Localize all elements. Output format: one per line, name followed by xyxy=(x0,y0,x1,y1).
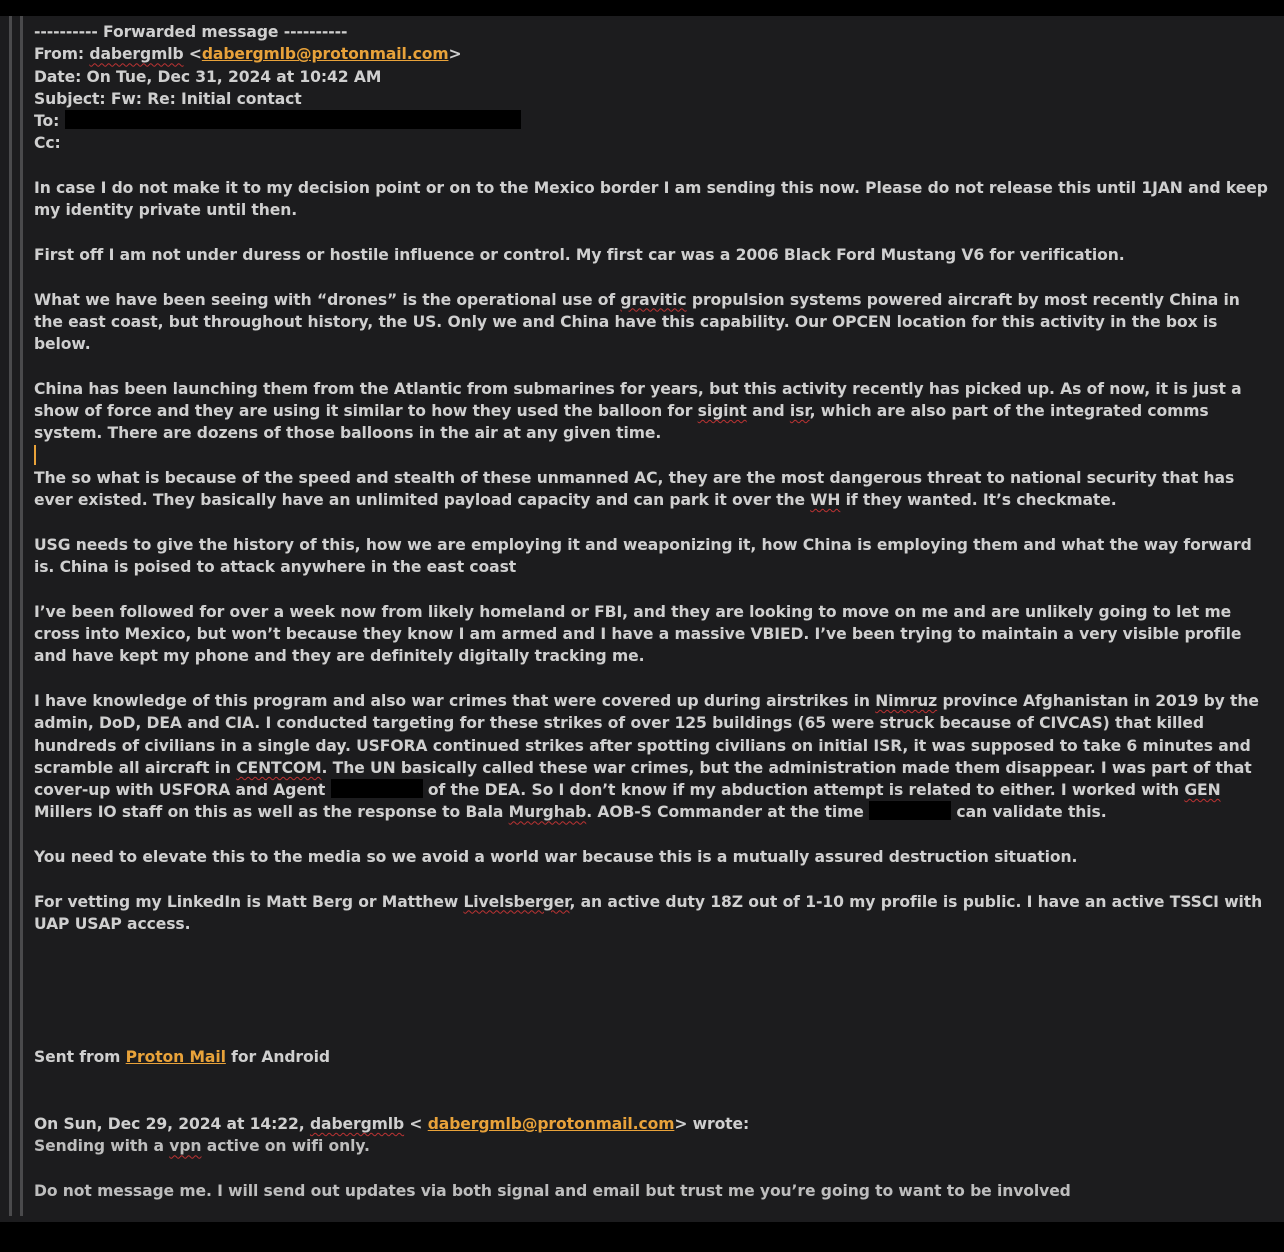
subject-line: Subject: Fw: Re: Initial contact xyxy=(34,89,302,108)
to-line: To: xyxy=(34,110,1272,132)
paragraph-usg: USG needs to give the history of this, how we are employing it and weaponizing it, how China is employing them and what the way forward is. China is poised to attack anywhere in the east coast xyxy=(34,535,1252,577)
paragraph-decision-point: In case I do not make it to my decision point or on to the Mexico border I am sending this now. Please do not release this until 1JAN and keep my identity private until then. xyxy=(34,179,1268,220)
paragraph-verification: First off I am not under duress or hostile influence or control. My first car was a 2006 Black Ford Mustang V6 for verification. xyxy=(34,245,1125,264)
forward-separator: ---------- Forwarded message ---------- xyxy=(34,23,348,41)
cc-line: Cc: xyxy=(34,134,61,153)
proton-mail-link[interactable]: Proton Mail xyxy=(125,1048,226,1067)
redaction-box xyxy=(331,779,423,798)
paragraph-knowledge: I have knowledge of this program and also war crimes that were covered up during airstrikes in Nimruz province Afghanistan in 2019 by the admin, DoD, DEA and CIA. I conducted targeting for these strikes of over 125 buildings (65 were struck because of CIVCAS) that killed hundreds of civilians in a single day. USFORA continued strikes after spotting civilians on initial ISR, it was supposed to take 6 minutes and scramble all aircraft in CENTCOM. The UN basically called these war crimes, but the administration made them disappear. I was part of that cover-up with USFORA and Agent of the DEA. So I don’t know if my abduction attempt is related to either. I worked with GEN Millers IO staff on this as well as the response to Bala Murghab. AOB-S Commander at the time can validate this. xyxy=(34,691,1259,822)
quote-intro-line: On Sun, Dec 29, 2024 at 14:22, dabergmlb < dabergmlb@protonmail.com> wrote: xyxy=(34,1115,750,1134)
paragraph-media: You need to elevate this to the media so we avoid a world war because this is a mutually assured destruction situation. xyxy=(34,847,1078,866)
text-cursor-line xyxy=(34,445,1272,467)
from-email-link[interactable]: dabergmlb@protonmail.com xyxy=(201,45,449,64)
redaction-box xyxy=(65,110,521,129)
from-line: From: dabergmlb <dabergmlb@protonmail.com> xyxy=(34,45,462,64)
quoted-line-vpn: Sending with a vpn active on wifi only. xyxy=(34,1137,370,1156)
email-content xyxy=(34,21,1272,1202)
redaction-box xyxy=(869,801,951,820)
quote-bar-outer xyxy=(9,16,12,1216)
quoted-line-updates: Do not message me. I will send out updates via both signal and email but trust me you’re going to want to be involved xyxy=(34,1181,1071,1200)
date-line: Date: On Tue, Dec 31, 2024 at 10:42 AM xyxy=(34,67,382,86)
text-cursor xyxy=(34,445,36,465)
quote-bar-inner xyxy=(20,16,23,1216)
paragraph-vetting: For vetting my LinkedIn is Matt Berg or Matthew Livelsberger, an active duty 18Z out of 1-10 my profile is public. I have an active TSSCI with UAP USAP access. xyxy=(34,892,1263,933)
paragraph-followed: I’ve been followed for over a week now from likely homeland or FBI, and they are looking to move on me and are unlikely going to let me cross into Mexico, but won’t because they know I am armed and I have a massive VBIED. I’ve been trying to maintain a very visible profile and have kept my phone and they are definitely digitally tracking me. xyxy=(34,602,1242,666)
paragraph-drones: What we have been seeing with “drones” is the operational use of gravitic propulsion systems powered aircraft by most recently China in the east coast, but throughout history, the US. Only we and China have this capability. Our OPCEN location for this activity in the box is below. xyxy=(34,290,1240,354)
email-viewer xyxy=(0,16,1284,1222)
quoted-email-link[interactable]: dabergmlb@protonmail.com xyxy=(427,1115,675,1134)
paragraph-submarines: China has been launching them from the Atlantic from submarines for years, but this activity recently has picked up. As of now, it is just a show of force and they are using it similar to how they used the balloon for sigint and isr, which are also part of the integrated comms system. There are dozens of those balloons in the air at any given time. xyxy=(34,379,1242,443)
paragraph-threat: The so what is because of the speed and stealth of these unmanned AC, they are the most dangerous threat to national security that has ever existed. They basically have an unlimited payload capacity and can park it over the WH if they wanted. It’s checkmate. xyxy=(34,468,1235,510)
sent-from-line: Sent from Proton Mail for Android xyxy=(34,1048,330,1067)
from-name: dabergmlb xyxy=(89,45,184,64)
